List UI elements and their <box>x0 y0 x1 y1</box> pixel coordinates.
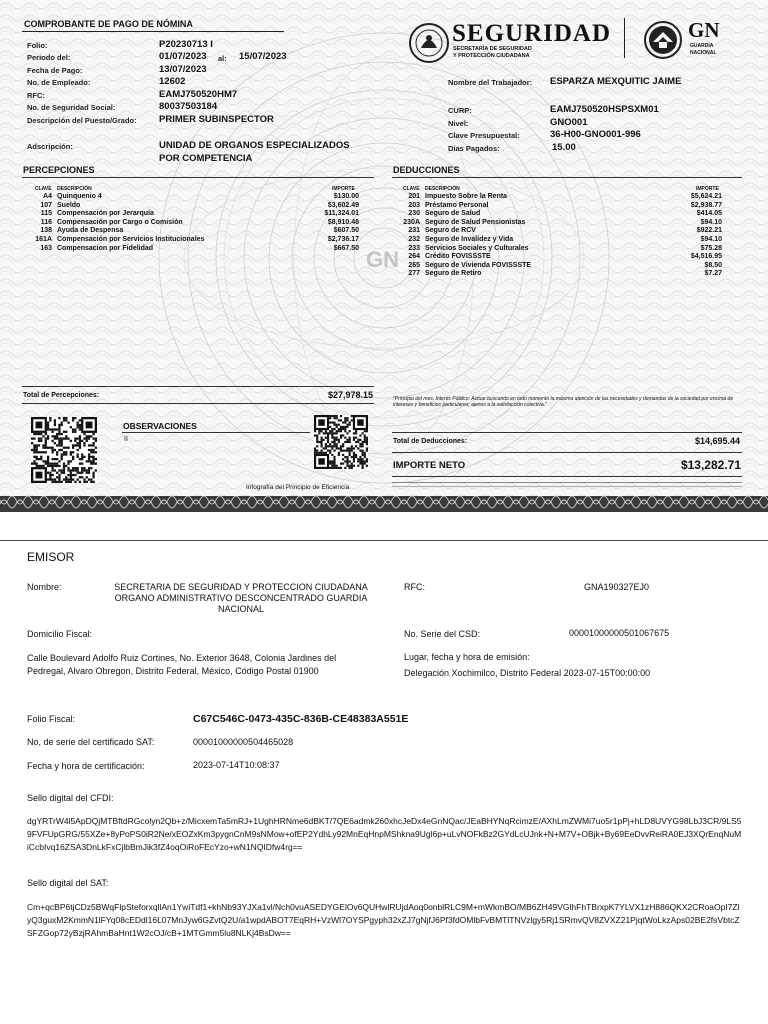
deducciones-col-importe: IMPORTE <box>696 186 719 192</box>
folio-label: Folio: <box>27 41 48 50</box>
deducciones-row-desc: Seguro de Salud <box>425 210 481 218</box>
gn-sub1: GUARDIA <box>690 43 714 49</box>
seguridad-logo-text: SEGURIDAD <box>452 20 612 47</box>
deducciones-row-desc: Impuesto Sobre la Renta <box>425 193 508 200</box>
adscripcion-value: UNIDAD DE ORGANOS ESPECIALIZADOS <box>159 140 350 151</box>
curp-label: CURP: <box>448 106 472 115</box>
deducciones-total-line <box>392 432 742 433</box>
percepciones-row-importe: $130.00 <box>333 193 359 200</box>
emisor-title: EMISOR <box>27 550 75 564</box>
rfc-label: RFC: <box>27 91 45 100</box>
neto-line <box>392 452 742 453</box>
percepciones-total-underline <box>22 403 374 404</box>
lugar-value: Delegación Xochimilco, Distrito Federal 2023-07-15T00:00:00 <box>404 668 651 678</box>
deducciones-row-desc: Crédito FOVISSSTE <box>425 253 491 261</box>
fecha-pago-value: 13/07/2023 <box>159 64 207 75</box>
microtext-line-1 <box>392 482 742 483</box>
adscripcion-value-line2: POR COMPETENCIA <box>159 153 253 164</box>
percepciones-row-clave: 107 <box>40 201 52 209</box>
percepciones-row-clave: A4 <box>43 193 52 200</box>
total-percepciones-label: Total de Percepciones: <box>23 392 100 399</box>
dias-pagados-value: 15.00 <box>552 142 576 153</box>
csd-label: No. Serie del CSD: <box>404 629 481 639</box>
importe-neto-label: IMPORTE NETO <box>393 460 466 471</box>
neto-underline <box>392 476 742 477</box>
deducciones-row-importe: $94.10 <box>700 218 722 226</box>
total-deducciones-label: Total de Deducciones: <box>393 438 468 445</box>
total-deducciones-value: $14,695.44 <box>694 436 740 446</box>
deducciones-row-desc: Seguro de Invalidez y Vida <box>425 236 514 243</box>
percepciones-row-desc: Sueldo <box>57 201 81 209</box>
deducciones-row-importe: $414.05 <box>696 210 722 218</box>
percepciones-row-desc: Compensación por Jerarquía <box>57 210 154 218</box>
percepciones-title: PERCEPCIONES <box>23 165 95 175</box>
percepciones-row-importe: $11,324.01 <box>324 210 359 218</box>
folio-fiscal-value: C67C546C-0473-435C-836B-CE48383A551E <box>193 713 409 725</box>
deducciones-row-importe: $2,938.77 <box>690 201 722 209</box>
percepciones-col-clave: CLAVE <box>35 186 52 192</box>
sello-sat-label: Sello digital del SAT: <box>27 878 109 888</box>
cert-sat-value: 00001000000504465028 <box>193 737 294 747</box>
deducciones-row-clave: 230A <box>403 218 420 226</box>
deducciones-row-clave: 203 <box>408 201 420 209</box>
periodo-label: Periodo del: <box>27 53 71 62</box>
emisor-rfc-value: GNA190327EJ0 <box>584 582 650 592</box>
infografia-caption: Infografía del Principio de Eficiencia <box>246 484 350 491</box>
observaciones-value: II <box>124 436 128 443</box>
nss-label: No. de Seguridad Social: <box>27 103 116 112</box>
title-underline <box>22 31 284 32</box>
deducciones-row-desc: Préstamo Personal <box>425 201 489 209</box>
importe-neto-value: $13,282.71 <box>680 458 741 472</box>
seguridad-sub2: Y PROTECCIÓN CIUDADANA <box>453 53 530 59</box>
percepciones-row-importe: $3,602.49 <box>327 201 359 209</box>
deducciones-row-clave: 232 <box>408 236 420 243</box>
deducciones-row-desc: Seguro de Salud Pensionistas <box>425 218 526 226</box>
percepciones-col-importe: IMPORTE <box>332 186 355 192</box>
periodo-del-value: 01/07/2023 <box>159 51 207 62</box>
emisor-nombre-value: SECRETARIA DE SEGURIDAD Y PROTECCION CIUDADANA ORGANO ADMINISTRATIVO DESCONCENTRADO GUARDIA NACIONAL <box>114 582 368 614</box>
deducciones-row-importe: $5,624.21 <box>690 193 722 200</box>
microtext-line-2 <box>392 486 742 487</box>
security-band <box>0 496 768 512</box>
deducciones-row-desc: Seguro de RCV <box>425 227 476 235</box>
nss-value: 80037503184 <box>159 101 218 112</box>
deducciones-row-importe: $7.27 <box>704 270 722 278</box>
svg-text:GN: GN <box>366 247 399 272</box>
logo-divider <box>624 18 625 58</box>
deducciones-row-desc: Servicios Sociales y Culturales <box>425 244 529 252</box>
percepciones-row-importe: $607.50 <box>333 227 359 235</box>
gn-sub2: NACIONAL <box>690 50 717 56</box>
dias-pagados-label: Días Pagados: <box>448 144 500 153</box>
percepciones-row-desc: Compensación por Servicios Institucionales <box>57 236 205 243</box>
percepciones-row-desc: Compensación por Cargo o Comisión <box>57 218 183 226</box>
deducciones-row-desc: Seguro de Retiro <box>425 270 482 278</box>
periodo-al-label: al: <box>218 54 227 63</box>
percepciones-row-importe: $8,910.48 <box>327 218 359 226</box>
principio-text: "Principio del mes. Interés Público: Actuar buscando en todo momento la máxima atención de las necesidades y demandas de la sociedad por encima de intereses y beneficios particulares, ajenos a la satisfacción colectiva." <box>393 396 734 408</box>
qr-code-infografia <box>314 415 368 469</box>
percepciones-row-desc: Quinquenio 4 <box>57 193 102 200</box>
gn-logo-text: GN <box>688 18 720 42</box>
folio-fiscal-label: Folio Fiscal: <box>27 714 76 724</box>
deducciones-row-importe: $75.28 <box>700 244 722 252</box>
deducciones-col-clave: CLAVE <box>403 186 420 192</box>
sello-cfdi-label: Sello digital del CFDI: <box>27 793 114 803</box>
nombre-trabajador-value: ESPARZA MEXQUITIC JAIME <box>550 76 682 87</box>
percepciones-total-line <box>22 386 374 387</box>
fecha-cert-value: 2023-07-14T10:08:37 <box>193 760 280 770</box>
deducciones-row-clave: 277 <box>408 270 420 278</box>
emisor-rfc-label: RFC: <box>404 582 425 592</box>
percepciones-row-importe: $667.50 <box>333 244 359 252</box>
observaciones-line <box>122 432 310 433</box>
periodo-al-value: 15/07/2023 <box>239 51 287 62</box>
observaciones-title: OBSERVACIONES <box>123 421 197 431</box>
domicilio-label: Domicilio Fiscal: <box>27 629 93 639</box>
percepciones-row-clave: 138 <box>40 227 52 235</box>
deducciones-line <box>392 177 742 178</box>
empleado-value: 12602 <box>159 76 186 87</box>
sello-sat-value: Cm+qcBP6tjCDz5BWqFlpSteforxqllAn1YwiTdf1+khNb93YJXa1vl/Nch0vuASEDYGElOv6QUHwlRUjdAoq0onblRLC9M+mWkmBO/MB6ZH49VGlhFhTBrxpK7YLVX1zH886QKX2CRoaOpI7ZlyQ3guxM2KmmN1lFYq08cEDdl16L07MnJyw6GZvtQ2U/a1wpdABOT7EqRH+VzWl7OYSPgyph32xZJ7gNjfJ6Pf3fdOMlbFvBMTlTNVzlgy5Rj1SRmvQV8ZVXZ21PjqtWoLkzAps02BE2fsVbtcZSFZGop72yBzjRAhmBaHnt1W2cOJ/cB+1MTGmm5lu8NLKj4BsDw== <box>27 902 740 938</box>
percepciones-row-clave: 161A <box>35 236 52 243</box>
emisor-nombre-label: Nombre: <box>27 582 62 592</box>
cert-sat-label: No, de serie del certificado SAT: <box>27 737 155 747</box>
puesto-value: PRIMER SUBINSPECTOR <box>159 114 274 125</box>
deducciones-row-clave: 230 <box>408 210 420 218</box>
percepciones-row-clave: 115 <box>40 210 52 218</box>
percepciones-line <box>22 177 374 178</box>
empleado-label: No. de Empleado: <box>27 78 91 87</box>
section-separator <box>0 540 768 541</box>
deducciones-row-importe: $922.21 <box>696 227 722 235</box>
clave-presupuestal-label: Clave Presupuestal: <box>448 131 520 140</box>
deducciones-row-desc: Seguro de Vivienda FOVISSSTE <box>425 261 532 269</box>
deducciones-row-importe: $4,516.95 <box>690 253 722 261</box>
deducciones-title: DEDUCCIONES <box>393 165 460 175</box>
deducciones-row-importe: $94.10 <box>700 236 722 243</box>
percepciones-row-desc: Ayuda de Despensa <box>57 227 124 235</box>
rfc-value: EAMJ750520HM7 <box>159 89 238 100</box>
guardia-nacional-badge-icon <box>643 20 683 60</box>
deducciones-row-clave: 231 <box>408 227 420 235</box>
nombre-trabajador-label: Nombre del Trabajador: <box>448 78 533 87</box>
deducciones-row-importe: $8.50 <box>704 261 722 269</box>
csd-value: 00001000000501067675 <box>569 628 670 638</box>
adscripcion-label: Adscripción: <box>27 142 73 151</box>
sello-cfdi-value: dgYRTrW4l5ApDQjMTBftdRGcolyn2Qb+z/MicxemTa5mRJ+1UghHRNme6dBKT/7QE6admk260xhcJeDx4eGnNQac/JEaBHYNqRcimzE/AXhLmZWMi7uo5r1pPj+hLD8UVYG98LbJ3CR/9LS59FVFUpGRG/55XZe+8yPoPS0iR2Ne/xEOZxKm3pygnCnM9sNMow+ofEP2YdhLy92MnEqHnpMShkna9Ugl6p+uLvNOFkBz2GYdLcUJnk+N+M7V+OBjk+By69EeDvvReiRA0EJ3XQrEnqNuMiCcbIvq16ZSA3DnLkFxCjlbBmJik3fZ4oqOiRoFEcYzo+wN1NQIDfw4rg== <box>27 816 742 852</box>
nivel-label: Nivel: <box>448 119 469 128</box>
mexico-eagle-seal-icon <box>408 22 450 64</box>
deducciones-row-clave: 233 <box>408 244 420 252</box>
fecha-pago-label: Fecha de Pago: <box>27 66 83 75</box>
percepciones-row-desc: Compensacion por Fidelidad <box>57 244 154 252</box>
percepciones-col-desc: DESCRIPCIÓN <box>57 186 92 192</box>
percepciones-row-clave: 163 <box>40 244 52 252</box>
percepciones-row-importe: $2,736.17 <box>327 236 359 243</box>
folio-value: P20230713 I <box>159 39 213 50</box>
clave-presupuestal-value: 36-H00-GNO001-996 <box>550 129 641 140</box>
fecha-cert-label: Fecha y hora de certificación: <box>27 761 145 771</box>
deducciones-row-clave: 264 <box>408 253 420 261</box>
receipt-title: COMPROBANTE DE PAGO DE NÓMINA <box>24 19 193 29</box>
qr-code-left <box>31 417 97 483</box>
deducciones-row-clave: 201 <box>408 193 420 200</box>
lugar-label: Lugar, fecha y hora de emisión: <box>404 652 530 662</box>
seguridad-sub1: SECRETARÍA DE SEGURIDAD <box>453 46 532 52</box>
curp-value: EAMJ750520HSPSXM01 <box>550 104 659 115</box>
total-percepciones-value: $27,978.15 <box>327 390 373 400</box>
nivel-value: GNO001 <box>550 117 588 128</box>
deducciones-col-desc: DESCRIPCIÓN <box>425 186 460 192</box>
puesto-label: Descripción del Puesto/Grado: <box>27 116 137 125</box>
domicilio-value: Calle Boulevard Adolfo Ruiz Cortines, No. Exterior 3648, Colonia Jardines del Pedregal, Alvaro Obregon, Distrito Federal, México, Código Postal 01900 <box>27 653 337 676</box>
deducciones-row-clave: 265 <box>408 261 420 269</box>
percepciones-row-clave: 116 <box>40 218 52 226</box>
